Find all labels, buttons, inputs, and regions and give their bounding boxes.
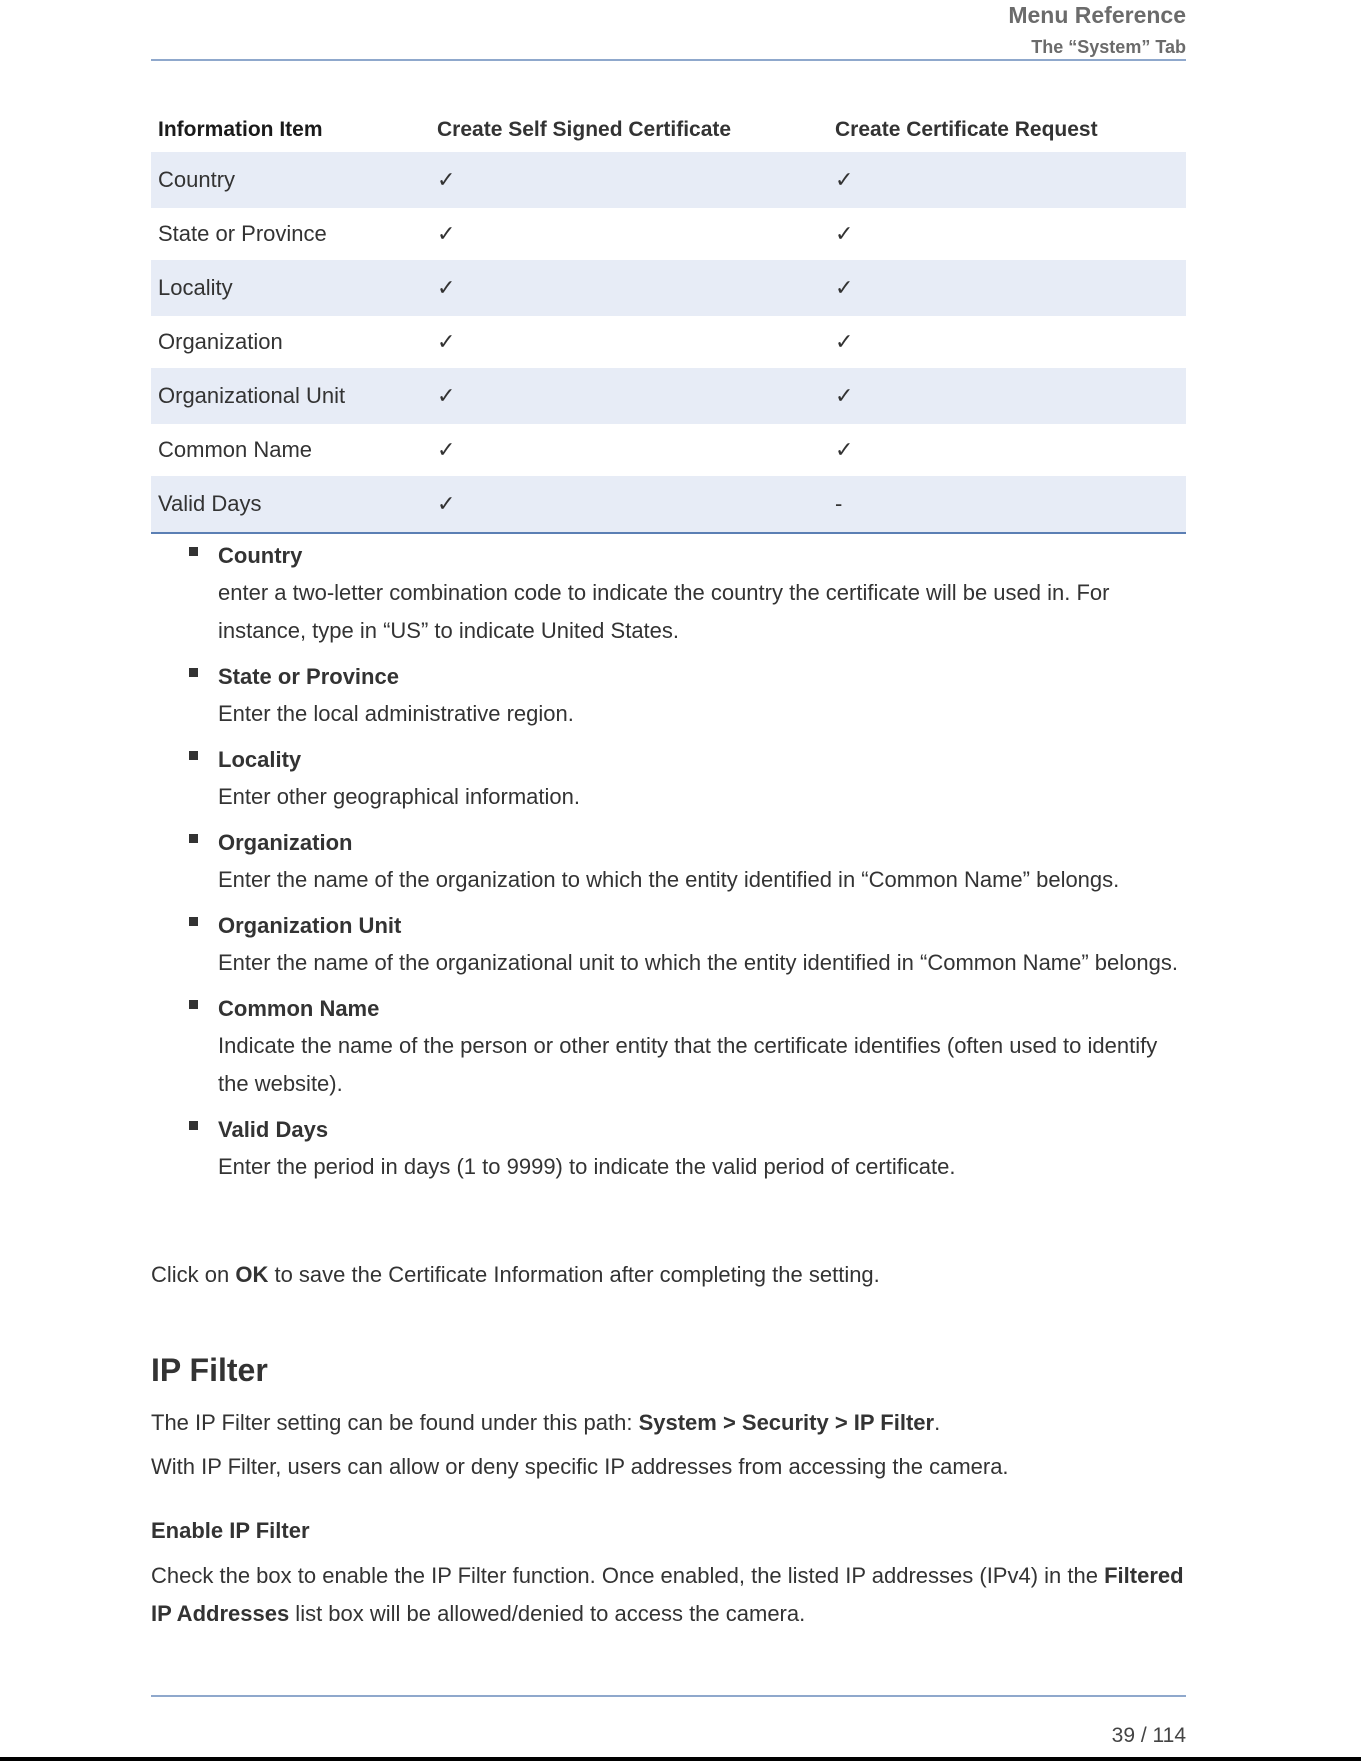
list-item — [151, 1112, 1186, 1186]
table-cell: Common Name — [158, 437, 313, 462]
list-item-term: Locality — [218, 747, 302, 772]
menu-path: System > Security > IP Filter — [638, 1410, 935, 1435]
intro-paragraph: With IP Filter, users can allow or deny specific IP addresses from accessing the camera. — [151, 1454, 1009, 1479]
table-cell: Organization — [158, 329, 283, 354]
table-row — [151, 208, 1186, 260]
save-instruction-text: to save the Certificate Information after completing the setting. — [268, 1262, 880, 1287]
page-edge — [0, 1757, 1361, 1761]
square-bullet-icon — [189, 917, 198, 926]
check-mark-cell: ✓ — [437, 383, 456, 408]
check-mark-cell: ✓ — [437, 437, 456, 462]
check-mark-cell: ✓ — [437, 167, 456, 192]
list-item-term: Organization Unit — [218, 913, 402, 938]
table-cell: Valid Days — [158, 491, 262, 516]
check-mark-cell: ✓ — [437, 491, 456, 516]
square-bullet-icon — [189, 547, 198, 556]
list-item-term: Organization — [218, 830, 353, 855]
list-item — [151, 538, 1186, 650]
header-section-title: Menu Reference — [1008, 2, 1186, 28]
path-paragraph — [151, 1410, 940, 1436]
list-item — [151, 742, 1186, 816]
square-bullet-icon — [189, 834, 198, 843]
check-mark-cell: ✓ — [835, 275, 854, 300]
list-item — [151, 991, 1186, 1103]
filtered-ip-keyword: Filtered IP Addresses — [151, 1563, 1184, 1626]
check-mark-cell: ✓ — [835, 383, 854, 408]
check-mark-cell: ✓ — [835, 437, 854, 462]
paragraph-text: Check the box to enable the IP Filter function. Once enabled, the listed IP addresses (IPv4) in the — [151, 1563, 1105, 1588]
list-item — [151, 825, 1186, 899]
footer-divider — [151, 1695, 1186, 1697]
table-row — [151, 152, 1186, 208]
check-mark-cell: ✓ — [437, 275, 456, 300]
header-subsection-title: The “System” Tab — [1031, 37, 1186, 57]
dash-cell: - — [835, 491, 843, 516]
list-item-description: Enter the period in days (1 to 9999) to indicate the valid period of certificate. — [218, 1154, 956, 1179]
check-mark-cell: ✓ — [437, 329, 456, 354]
header-divider — [151, 59, 1186, 61]
certificate-info-table — [151, 107, 1186, 534]
list-item-term: State or Province — [218, 664, 399, 689]
check-mark-cell: ✓ — [835, 221, 854, 246]
list-item-description: Indicate the name of the person or other entity that the certificate identifies (often used to identify the website). — [218, 1033, 1158, 1096]
table-row — [151, 368, 1186, 424]
section-heading: IP Filter — [151, 1352, 268, 1388]
save-instruction — [151, 1262, 880, 1288]
square-bullet-icon — [189, 751, 198, 760]
list-item-term: Common Name — [218, 996, 380, 1021]
check-mark-cell: ✓ — [437, 221, 456, 246]
list-item-description: Enter the name of the organizational unit to which the entity identified in “Common Name” belongs. — [218, 950, 1178, 975]
list-item-term: Valid Days — [218, 1117, 329, 1142]
enable-paragraph — [151, 1557, 1186, 1633]
list-item-description: enter a two-letter combination code to indicate the country the certificate will be used in. For instance, type in “US” to indicate United States. — [218, 580, 1110, 643]
square-bullet-icon — [189, 668, 198, 677]
table-header-cell: Create Self Signed Certificate — [437, 117, 732, 141]
table-cell: Locality — [158, 275, 233, 300]
table-header-row — [151, 107, 1186, 152]
paragraph-text: The IP Filter setting can be found under this path: — [151, 1410, 639, 1435]
subsection-heading: Enable IP Filter — [151, 1518, 310, 1543]
table-header-cell: Information Item — [158, 117, 323, 141]
check-mark-cell: ✓ — [835, 167, 854, 192]
list-item — [151, 659, 1186, 733]
list-item-description: Enter other geographical information. — [218, 784, 580, 809]
table-row — [151, 260, 1186, 316]
page-number: 39 / 114 — [1111, 1724, 1186, 1747]
table-row — [151, 316, 1186, 368]
table-cell: State or Province — [158, 221, 327, 246]
check-mark-cell: ✓ — [835, 329, 854, 354]
ok-keyword: OK — [235, 1262, 269, 1287]
list-item-description: Enter the name of the organization to which the entity identified in “Common Name” belongs. — [218, 867, 1120, 892]
table-cell: Country — [158, 167, 236, 192]
list-item — [151, 908, 1186, 982]
save-instruction-text: Click on — [151, 1262, 236, 1287]
table-header-cell: Create Certificate Request — [835, 117, 1098, 141]
table-row — [151, 476, 1186, 534]
table-row — [151, 424, 1186, 476]
table-cell: Organizational Unit — [158, 383, 346, 408]
paragraph-text: . — [934, 1410, 941, 1435]
field-description-list — [151, 538, 1186, 1195]
list-item-description: Enter the local administrative region. — [218, 701, 574, 726]
square-bullet-icon — [189, 1121, 198, 1130]
list-item-term: Country — [218, 543, 303, 568]
square-bullet-icon — [189, 1000, 198, 1009]
paragraph-text: list box will be allowed/denied to access the camera. — [289, 1601, 806, 1626]
